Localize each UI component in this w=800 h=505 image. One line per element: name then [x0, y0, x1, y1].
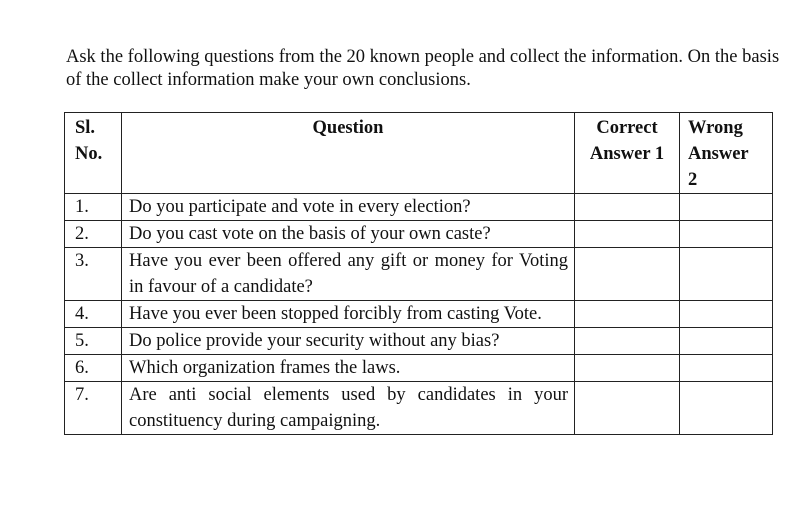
row-number: 2.	[65, 221, 122, 248]
table-header-row	[65, 113, 773, 194]
row-number: 3.	[65, 248, 122, 301]
header-wrong-line2: Answer	[688, 144, 749, 164]
header-sl-no	[65, 113, 122, 194]
header-wrong-line1: Wrong	[688, 118, 743, 138]
row-number: 6.	[65, 355, 122, 382]
survey-table	[64, 112, 773, 435]
table-row	[65, 328, 773, 355]
row-question: Do police provide your security without any bias?	[122, 328, 575, 355]
row-question: Have you ever been stopped forcibly from casting Vote.	[122, 301, 575, 328]
row-question: Have you ever been offered any gift or money for Voting in favour of a candidate?	[122, 248, 575, 301]
header-wrong-line3: 2	[688, 170, 698, 190]
wrong-answer-cell[interactable]	[680, 328, 773, 355]
row-number: 4.	[65, 301, 122, 328]
correct-answer-cell[interactable]	[575, 301, 680, 328]
wrong-answer-cell[interactable]	[680, 221, 773, 248]
header-sl-line2: No.	[75, 144, 103, 164]
header-question: Question	[122, 113, 575, 194]
table-row	[65, 355, 773, 382]
header-sl-line1: Sl.	[75, 118, 96, 138]
header-correct-line2: Answer 1	[589, 144, 665, 164]
wrong-answer-cell[interactable]	[680, 382, 773, 435]
row-number: 5.	[65, 328, 122, 355]
table-row	[65, 301, 773, 328]
header-correct-line1: Correct	[596, 118, 658, 138]
row-number: 1.	[65, 194, 122, 221]
correct-answer-cell[interactable]	[575, 382, 680, 435]
row-question: Are anti social elements used by candidates in your constituency during campaigning.	[122, 382, 575, 435]
wrong-answer-cell[interactable]	[680, 194, 773, 221]
correct-answer-cell[interactable]	[575, 248, 680, 301]
wrong-answer-cell[interactable]	[680, 301, 773, 328]
table-row	[65, 194, 773, 221]
correct-answer-cell[interactable]	[575, 328, 680, 355]
instructions-paragraph: Ask the following questions from the 20 known people and collect the information. On the basis of the collect information make your own conclusions.	[66, 47, 780, 90]
row-question: Do you cast vote on the basis of your own caste?	[122, 221, 575, 248]
table-row	[65, 382, 773, 435]
header-correct-answer	[575, 113, 680, 194]
table-row	[65, 221, 773, 248]
row-question: Do you participate and vote in every election?	[122, 194, 575, 221]
correct-answer-cell[interactable]	[575, 194, 680, 221]
correct-answer-cell[interactable]	[575, 355, 680, 382]
wrong-answer-cell[interactable]	[680, 248, 773, 301]
correct-answer-cell[interactable]	[575, 221, 680, 248]
wrong-answer-cell[interactable]	[680, 355, 773, 382]
header-wrong-answer	[680, 113, 773, 194]
row-question: Which organization frames the laws.	[122, 355, 575, 382]
row-number: 7.	[65, 382, 122, 435]
table-row	[65, 248, 773, 301]
